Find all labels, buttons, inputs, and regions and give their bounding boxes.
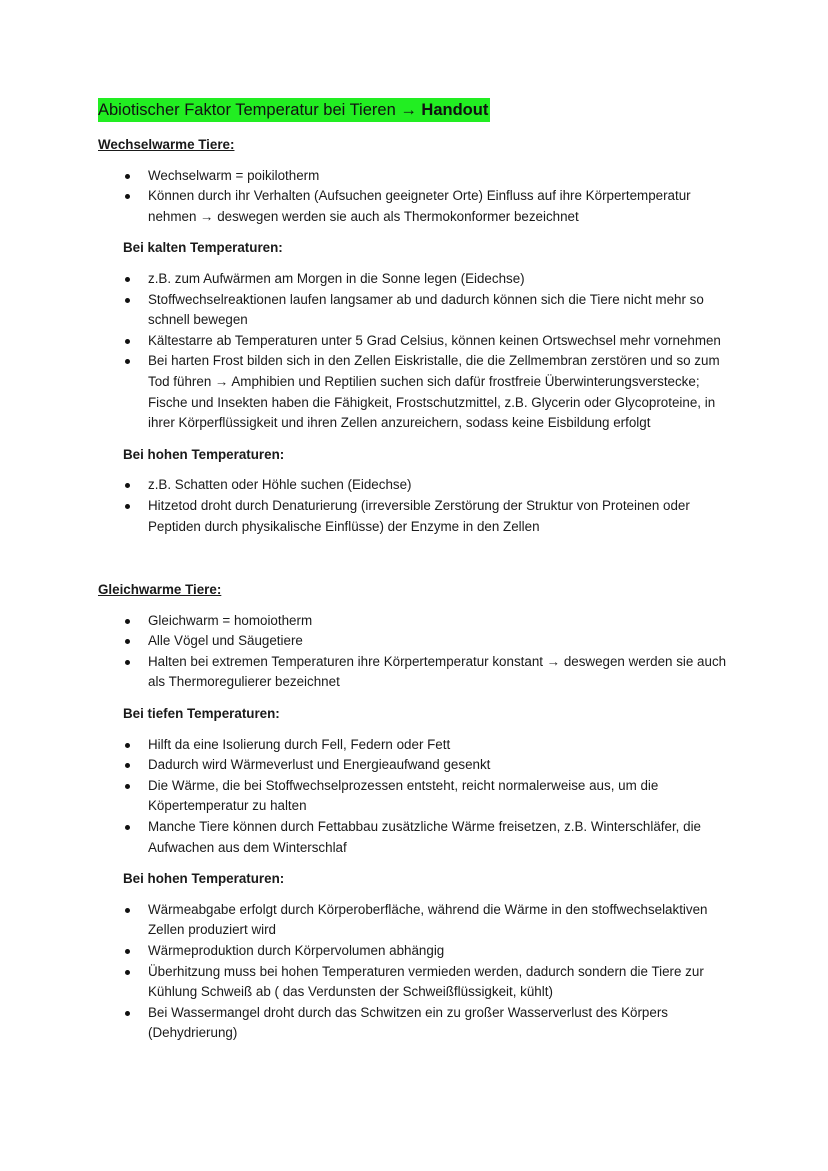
subsection-heading-kalt: Bei kalten Temperaturen:: [123, 240, 283, 256]
list-item: z.B. zum Aufwärmen am Morgen in die Sonne legen (Eidechse): [98, 269, 738, 290]
list-item: Überhitzung muss bei hohen Temperaturen vermieden werden, dadurch sondern die Tiere zur Kühlung Schweiß ab ( das Verdunsten der Schweißflüssigkeit, kühlt): [98, 962, 738, 1003]
subsection-list: [98, 269, 738, 434]
list-item: Hitzetod droht durch Denaturierung (irreversible Zerstörung der Struktur von Proteinen oder Peptiden durch physikalische Einflüsse) der Enzyme in den Zellen: [98, 496, 738, 537]
subsection-list: [98, 735, 738, 859]
list-item: Stoffwechselreaktionen laufen langsamer ab und dadurch können sich die Tiere nicht mehr so schnell bewegen: [98, 290, 738, 331]
list-item: Hilft da eine Isolierung durch Fell, Federn oder Fett: [98, 735, 738, 756]
list-item: Können durch ihr Verhalten (Aufsuchen geeigneter Orte) Einfluss auf ihre Körpertemperatur nehmen → deswegen werden sie auch als Thermokonformer bezeichnet: [98, 186, 738, 227]
list-item: Bei Wassermangel droht durch das Schwitzen ein zu großer Wasserverlust des Körpers (Dehydrierung): [98, 1003, 738, 1044]
subsection-heading-hoch: Bei hohen Temperaturen:: [123, 446, 285, 462]
page-title-main: Abiotischer Faktor Temperatur bei Tieren →: [98, 101, 422, 119]
document-page: [98, 98, 738, 1044]
list-item: Bei harten Frost bilden sich in den Zellen Eiskristalle, die die Zellmembran zerstören und so zum Tod führen → Amphibien und Reptilien suchen sich dafür frostfreie Überwinterungsverstecke; Fische und Insekten haben die Fähigkeit, Frostschutzmittel, z.B. Glycerin oder Glycoproteine, in ihrer Körperflüssigkeit und ihren Zellen anzureichern, sodass keine Eisbildung erfolgt: [98, 351, 738, 433]
list-item: Gleichwarm = homoiotherm: [98, 611, 738, 632]
section-spacer: [98, 537, 738, 567]
subsection-heading-hoch-2: Bei hohen Temperaturen:: [123, 871, 285, 887]
subsection-list: [98, 475, 738, 537]
section-heading-wechselwarm: Wechselwarme Tiere:: [98, 137, 235, 152]
list-item: Die Wärme, die bei Stoffwechselprozessen entsteht, reicht normalerweise aus, um die Köpertemperatur zu halten: [98, 776, 738, 817]
list-item: Wärmeproduktion durch Körpervolumen abhängig: [98, 941, 738, 962]
list-item: z.B. Schatten oder Höhle suchen (Eidechse): [98, 475, 738, 496]
list-item: Kältestarre ab Temperaturen unter 5 Grad Celsius, können keinen Ortswechsel mehr vornehmen: [98, 331, 738, 352]
subsection-heading-tief: Bei tiefen Temperaturen:: [123, 706, 280, 722]
list-item: Wärmeabgabe erfolgt durch Körperoberfläche, während die Wärme in den stoffwechselaktiven Zellen produziert wird: [98, 900, 738, 941]
list-item: Halten bei extremen Temperaturen ihre Körpertemperatur konstant → deswegen werden sie auch als Thermoregulierer bezeichnet: [98, 652, 738, 693]
section-intro-list: [98, 166, 738, 228]
page-title-emphasis: Handout: [421, 101, 489, 119]
subsection-list: [98, 900, 738, 1044]
section-intro-list: [98, 611, 738, 693]
list-item: Dadurch wird Wärmeverlust und Energieaufwand gesenkt: [98, 755, 738, 776]
list-item: Wechselwarm = poikilotherm: [98, 166, 738, 187]
list-item: Alle Vögel und Säugetiere: [98, 631, 738, 652]
list-item: Manche Tiere können durch Fettabbau zusätzliche Wärme freisetzen, z.B. Winterschläfer, die Aufwachen aus dem Winterschlaf: [98, 817, 738, 858]
section-heading-gleichwarm: Gleichwarme Tiere:: [98, 582, 222, 598]
page-title: [98, 98, 490, 122]
